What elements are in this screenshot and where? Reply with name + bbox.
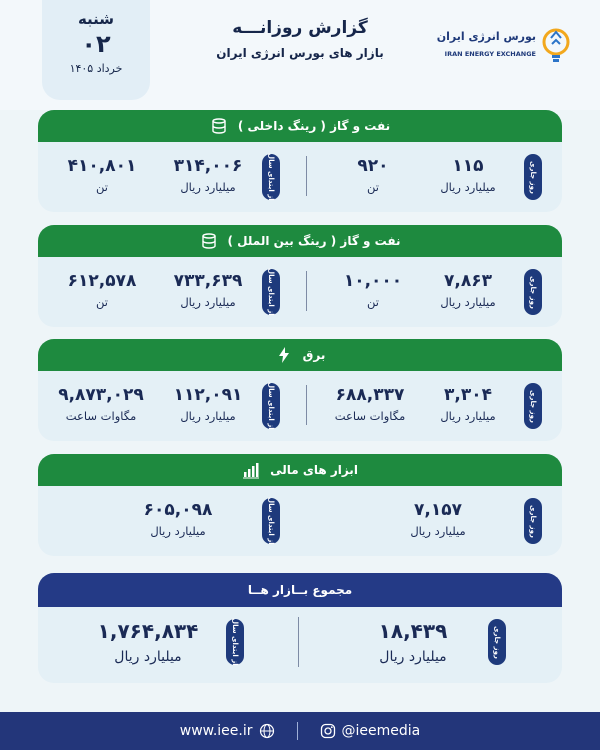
card-electricity xyxy=(38,339,562,441)
divider xyxy=(306,385,307,425)
daily-volume-unit: مگاوات ساعت xyxy=(334,409,406,423)
card-title: مجموع بــازار هــا xyxy=(247,583,353,597)
ytd-volume-number: ۹,۸۷۳,۰۲۹ xyxy=(58,385,144,405)
ytd-volume xyxy=(46,385,156,423)
tag-daily: روز جاری xyxy=(488,619,506,665)
card-oil-gas-international xyxy=(38,225,562,327)
logo-fa-text: بورس انرژی ایران xyxy=(436,30,536,43)
tag-daily: روز جاری xyxy=(524,383,542,429)
daily-volume-number: ۹۲۰ xyxy=(357,156,389,176)
globe-icon xyxy=(259,723,275,739)
daily-value-number: ۳,۳۰۴ xyxy=(444,385,492,405)
oil-barrel-icon xyxy=(200,232,218,250)
logo-en-text: IRAN ENERGY EXCHANGE xyxy=(444,50,536,58)
ytd-value-unit: میلیارد ریال xyxy=(180,295,236,309)
footer-separator xyxy=(297,722,298,740)
daily-value-unit: میلیارد ریال xyxy=(440,409,496,423)
daily-volume-number: ۱۰,۰۰۰ xyxy=(343,271,403,291)
card-oil-gas-domestic xyxy=(38,110,562,212)
divider xyxy=(298,617,299,667)
card-header xyxy=(38,110,562,142)
daily-volume-unit: تن xyxy=(367,180,379,194)
ytd-value-unit: میلیارد ریال xyxy=(150,524,206,538)
weekday-label: شنبه xyxy=(77,10,115,28)
daily-volume-unit: تن xyxy=(367,295,379,309)
card-title: نفت و گاز ( رینگ داخلی ) xyxy=(237,119,391,133)
lightning-icon xyxy=(275,346,293,364)
total-daily-unit: میلیارد ریال xyxy=(379,649,447,665)
social-handle[interactable]: @ieemedia xyxy=(341,723,421,739)
month-year: خرداد ۱۴۰۵ xyxy=(69,62,123,75)
ytd-value-number: ۳۱۴,۰۰۶ xyxy=(173,156,243,176)
website-link[interactable]: www.iee.ir xyxy=(179,723,253,739)
daily-value xyxy=(418,156,518,194)
tag-ytd: از ابتدای سال xyxy=(262,269,280,315)
ytd-value xyxy=(158,385,258,423)
footer-website[interactable] xyxy=(180,723,275,739)
report-title-sub: بازار های بورس انرژی ایران xyxy=(216,46,384,60)
tag-daily: روز جاری xyxy=(524,154,542,200)
daily-volume xyxy=(328,271,418,309)
total-daily-value xyxy=(348,619,478,665)
card-total-markets xyxy=(38,573,562,683)
footer-social[interactable] xyxy=(320,723,421,739)
tag-ytd: از ابتدای سال xyxy=(226,619,244,665)
instagram-icon xyxy=(320,723,336,739)
divider xyxy=(306,156,307,196)
tag-ytd: از ابتدای سال xyxy=(262,498,280,544)
daily-value xyxy=(378,500,498,538)
report-title-main: گزارش روزانـــه xyxy=(232,18,368,38)
card-title: ابزار های مالی xyxy=(270,463,358,477)
ytd-value-unit: میلیارد ریال xyxy=(180,180,236,194)
bulb-icon xyxy=(542,28,570,66)
daily-volume xyxy=(328,156,418,194)
ytd-value-unit: میلیارد ریال xyxy=(180,409,236,423)
daily-value-unit: میلیارد ریال xyxy=(410,524,466,538)
tag-ytd: از ابتدای سال xyxy=(262,154,280,200)
ytd-volume xyxy=(52,156,152,194)
ytd-volume-unit: تن xyxy=(96,180,108,194)
card-title: برق xyxy=(302,348,326,362)
daily-value xyxy=(418,385,518,423)
ytd-volume-unit: مگاوات ساعت xyxy=(65,409,137,423)
card-header xyxy=(38,225,562,257)
ytd-value xyxy=(118,500,238,538)
oil-barrel-icon xyxy=(210,117,228,135)
ytd-value-number: ۶۰۵,۰۹۸ xyxy=(143,500,213,520)
chart-icon xyxy=(242,461,260,479)
ytd-volume-number: ۶۱۲,۵۷۸ xyxy=(67,271,137,291)
divider xyxy=(306,271,307,311)
ytd-value xyxy=(158,271,258,309)
date-badge xyxy=(42,0,150,100)
card-title: نفت و گاز ( رینگ بین الملل ) xyxy=(227,234,401,248)
daily-volume xyxy=(320,385,420,423)
total-ytd-value xyxy=(78,619,218,665)
report-title xyxy=(200,18,400,60)
ytd-value-number: ۷۳۳,۶۳۹ xyxy=(173,271,243,291)
day-number: ۰۲ xyxy=(81,30,111,58)
daily-value-number: ۷,۱۵۷ xyxy=(414,500,462,520)
daily-value xyxy=(418,271,518,309)
daily-value-unit: میلیارد ریال xyxy=(440,295,496,309)
total-ytd-unit: میلیارد ریال xyxy=(114,649,182,665)
ytd-value-number: ۱۱۲,۰۹۱ xyxy=(173,385,243,405)
tag-daily: روز جاری xyxy=(524,269,542,315)
tag-daily: روز جاری xyxy=(524,498,542,544)
total-ytd-number: ۱,۷۶۴,۸۳۴ xyxy=(97,619,199,643)
card-header xyxy=(38,454,562,486)
ytd-volume xyxy=(52,271,152,309)
ytd-volume-unit: تن xyxy=(96,295,108,309)
ytd-volume-number: ۴۱۰,۸۰۱ xyxy=(67,156,137,176)
daily-value-number: ۷,۸۶۳ xyxy=(444,271,492,291)
iee-logo xyxy=(430,28,570,68)
footer-bar xyxy=(0,712,600,750)
total-daily-number: ۱۸,۴۳۹ xyxy=(378,619,448,643)
ytd-value xyxy=(158,156,258,194)
card-financial-instruments xyxy=(38,454,562,556)
daily-value-unit: میلیارد ریال xyxy=(440,180,496,194)
card-header xyxy=(38,339,562,371)
tag-ytd: از ابتدای سال xyxy=(262,383,280,429)
daily-volume-number: ۶۸۸,۳۳۷ xyxy=(335,385,405,405)
card-header xyxy=(38,573,562,607)
daily-value-number: ۱۱۵ xyxy=(452,156,484,176)
